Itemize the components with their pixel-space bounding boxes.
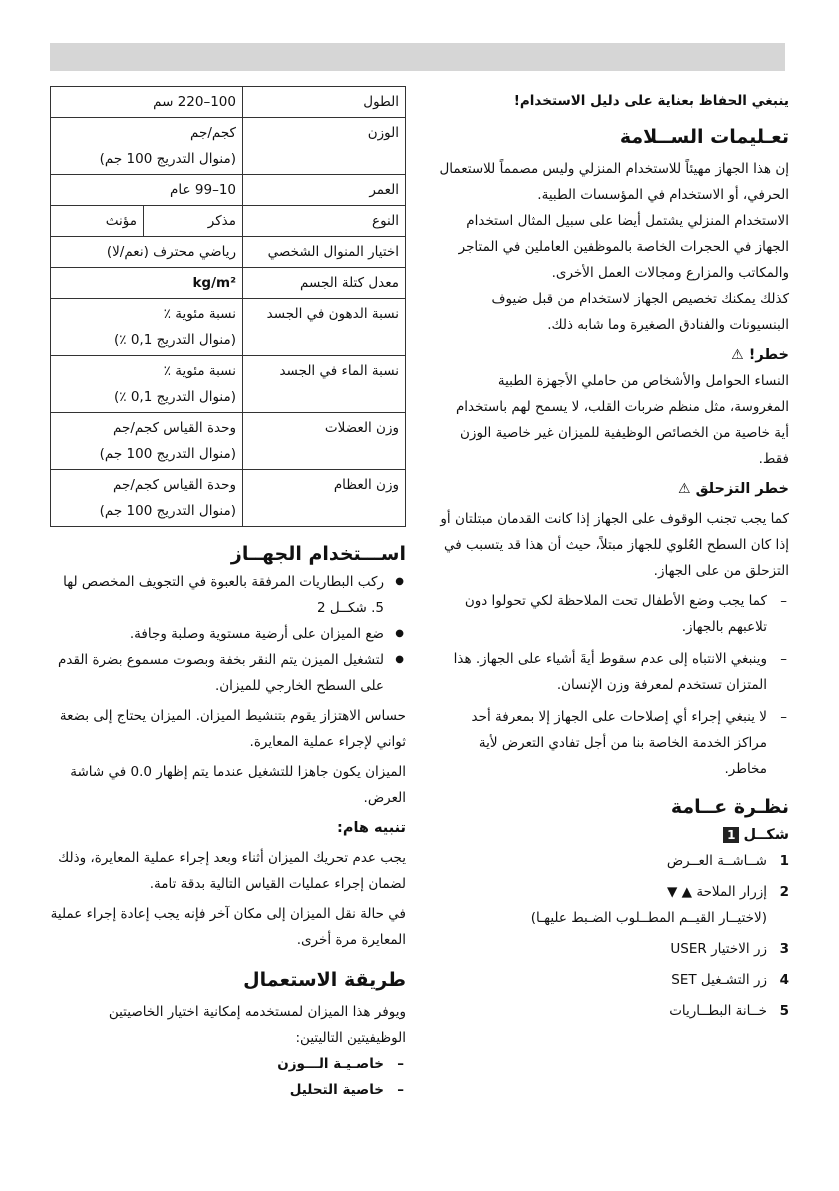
table-row xyxy=(51,118,406,175)
row-label: الوزن xyxy=(243,118,406,175)
item-text: إزرار الملاحة ▲ ▼ xyxy=(666,884,767,900)
warning-icon: ⚠ xyxy=(677,481,691,497)
item-number: 1 xyxy=(779,853,789,869)
row-value xyxy=(51,118,243,175)
list-item: ● ضع الميزان على أرضية مستوية وصلبة وجافة. xyxy=(50,621,406,647)
row-value xyxy=(51,413,243,470)
list-item: – وينبغي الانتباه إلى عدم سقوط أيةَ أشياء على الجهاز. هذا المتزان تستخدم لمعرفة وزن الإنسان. xyxy=(437,646,789,698)
value-subtext: (منوال التدريج 0,1 ٪) xyxy=(114,389,236,405)
value-subtext: (منوال التدريج 100 جم) xyxy=(99,151,236,167)
safety-paragraph-2: الاستخدام المنزلي يشتمل أيضا على سبيل المثال استخدام الجهاز في الحجرات الخاصة بالموظفين العاملين في المتاجر والمكاتب والمزارع ومجالات العمل الأخرى. xyxy=(458,213,789,281)
row-value xyxy=(51,470,243,527)
value-text: نسبة مئوية ٪ xyxy=(163,363,236,379)
value-text: وحدة القياس كجم/جم xyxy=(113,477,236,493)
sensor-text: حساس الاهتزاز يقوم بتنشيط الميزان. الميزان يحتاج إلى بضعة ثواني لإجراء عملية المعايرة. xyxy=(59,708,406,750)
list-item: ● لتشغيل الميزن يتم النقر بخفة وبصوت مسموع بضرة القدم على السطح الخارجي للميزان. xyxy=(50,647,406,699)
table-row xyxy=(51,237,406,268)
row-label: النوع xyxy=(243,206,406,237)
figure-heading xyxy=(437,822,789,848)
list-item xyxy=(437,998,789,1024)
list-item: ● ركب البطاريات المرفقة بالعبوة في التجويف المخصص لها 5. شكــل 2 xyxy=(50,569,406,621)
header-bar xyxy=(50,43,785,71)
notice-paragraph-1: يجب عدم تحريك الميزان أثناء وبعد إجراء عملية المعايرة، وذلك لضمان إجراء عمليات القياس التالية بدقة تامة. xyxy=(58,850,406,892)
row-value: 100–220 سم xyxy=(51,87,243,118)
row-value: kg/m² xyxy=(51,268,243,299)
method-text: ويوفر هذا الميزان لمستخدمه إمكانية اختيار الخاصيتين الوظيفيتين التاليتين: xyxy=(108,1004,406,1046)
list-item: – لا ينبغي إجراء أي إصلاحات على الجهاز إلا بمعرفة أحد مراكز الخدمة الخاصة بنا من أجل تفادي التعرض لأية مخاطر. xyxy=(437,704,789,782)
row-value-2: مؤنث xyxy=(51,206,144,237)
value-text: وحدة القياس كجم/جم xyxy=(113,420,236,436)
list-item: – خاصية التحليل xyxy=(50,1077,406,1103)
slip-label: خطر التزحلق xyxy=(695,481,789,497)
notice-paragraph-2: في حالة نقل الميزان إلى مكان آخر فإنه يجب إعادة إجراء عملية المعايرة مرة أخرى. xyxy=(50,906,406,948)
row-label: نسبة الدهون في الجسد xyxy=(243,299,406,356)
overview-list xyxy=(437,848,789,1024)
row-value xyxy=(51,356,243,413)
table-row xyxy=(51,299,406,356)
list-item: – كما يجب وضع الأطفال تحت الملاحظة لكي تحولوا دون تلاعبهم بالجهاز. xyxy=(437,588,789,640)
row-label: الطول xyxy=(243,87,406,118)
usage-title: اســـتخدام الجهــاز xyxy=(230,543,406,565)
row-value xyxy=(51,299,243,356)
notice-title: تنبيه هام: xyxy=(337,820,406,836)
row-label: العمر xyxy=(243,175,406,206)
value-subtext: (منوال التدريج 100 جم) xyxy=(99,446,236,462)
item-number: 4 xyxy=(779,972,789,988)
usage-list xyxy=(50,569,406,699)
spec-table xyxy=(50,86,406,527)
item-subtext: (لاختيــار القيــم المطــلوب الضـبط عليهـا) xyxy=(530,910,767,926)
row-label: اختيار المنوال الشخصي xyxy=(243,237,406,268)
method-title: طريقة الاستعمال xyxy=(243,969,406,991)
table-row xyxy=(51,87,406,118)
row-value: 10–99 عام xyxy=(51,175,243,206)
list-item: – خاصـيـة الـــوزن xyxy=(50,1051,406,1077)
slip-list xyxy=(437,588,789,782)
slip-text: كما يجب تجنب الوقوف على الجهاز إذا كانت القدمان مبتلتان أو إذا كان السطح العُلوي للجهاز مبتلاً، حيث أن هذا قد يتسبب في التزحلق من على الجهاز. xyxy=(440,511,789,579)
value-subtext: (منوال التدريج 100 جم) xyxy=(99,503,236,519)
row-value: مذكر xyxy=(144,206,243,237)
table-row xyxy=(51,206,406,237)
warning-icon: ⚠ xyxy=(731,347,744,363)
list-item xyxy=(437,967,789,993)
row-label: وزن العضلات xyxy=(243,413,406,470)
item-number: 2 xyxy=(779,884,789,900)
slip-heading xyxy=(437,476,789,502)
table-row xyxy=(51,268,406,299)
safety-title: تعـليمات الســلامة xyxy=(619,126,789,148)
table-row xyxy=(51,175,406,206)
safety-paragraph-1: إن هذا الجهاز مهيئاً للاستخدام المنزلي وليس مصمماً للاستعمال الحرفي، أو الاستخدام في المؤسسات الطبية. xyxy=(439,161,789,203)
list-item xyxy=(437,848,789,874)
list-item xyxy=(437,936,789,962)
item-text: شــاشــة العــرض xyxy=(666,853,767,869)
item-text: زر التشـغيل SET xyxy=(671,972,767,988)
row-value: رياضي محترف (نعم/لا) xyxy=(51,237,243,268)
item-text: زر الاختيار USER xyxy=(670,941,767,957)
safety-paragraph-3: كذلك يمكنك تخصيص الجهاز لاستخدام من قبل ضيوف البنسيونات والفنادق الصغيرة وما شابه ذلك. xyxy=(491,291,789,333)
danger-label: خطر! xyxy=(748,347,789,363)
value-text: كجم/جم xyxy=(189,125,236,141)
row-label: معدل كتلة الجسم xyxy=(243,268,406,299)
overview-title: نظـرة عــامة xyxy=(670,796,789,818)
table-row xyxy=(51,470,406,527)
danger-heading xyxy=(437,342,789,368)
item-text: خــانة البطــاريات xyxy=(669,1003,767,1019)
figure-label: شكــل xyxy=(743,827,789,843)
figure-number-badge: 1 xyxy=(723,827,739,843)
value-subtext: (منوال التدريج 0,1 ٪) xyxy=(114,332,236,348)
left-column xyxy=(50,86,406,1103)
table-row xyxy=(51,413,406,470)
right-column xyxy=(437,86,789,1029)
list-item xyxy=(437,879,789,931)
ready-text: الميزان يكون جاهزا للتشغيل عندما يتم إظهار 0.0 في شاشة العرض. xyxy=(70,764,406,806)
value-text: نسبة مئوية ٪ xyxy=(163,306,236,322)
intro-note: ينبغي الحفاظ بعناية على دليل الاستخدام! xyxy=(513,93,789,109)
danger-text: النساء الحوامل والأشخاص من حاملي الأجهزة الطبية المغروسة، مثل منظم ضربات القلب، لا يسمح لهم باستخدام أية خاصية من الخصائص الوظيفية للميزان غير خاصية الوزن فقط. xyxy=(455,373,789,467)
item-number: 5 xyxy=(779,1003,789,1019)
item-body xyxy=(531,879,767,931)
method-list xyxy=(50,1051,406,1103)
item-number: 3 xyxy=(779,941,789,957)
row-label: وزن العظام xyxy=(243,470,406,527)
table-row xyxy=(51,356,406,413)
row-label: نسبة الماء في الجسد xyxy=(243,356,406,413)
